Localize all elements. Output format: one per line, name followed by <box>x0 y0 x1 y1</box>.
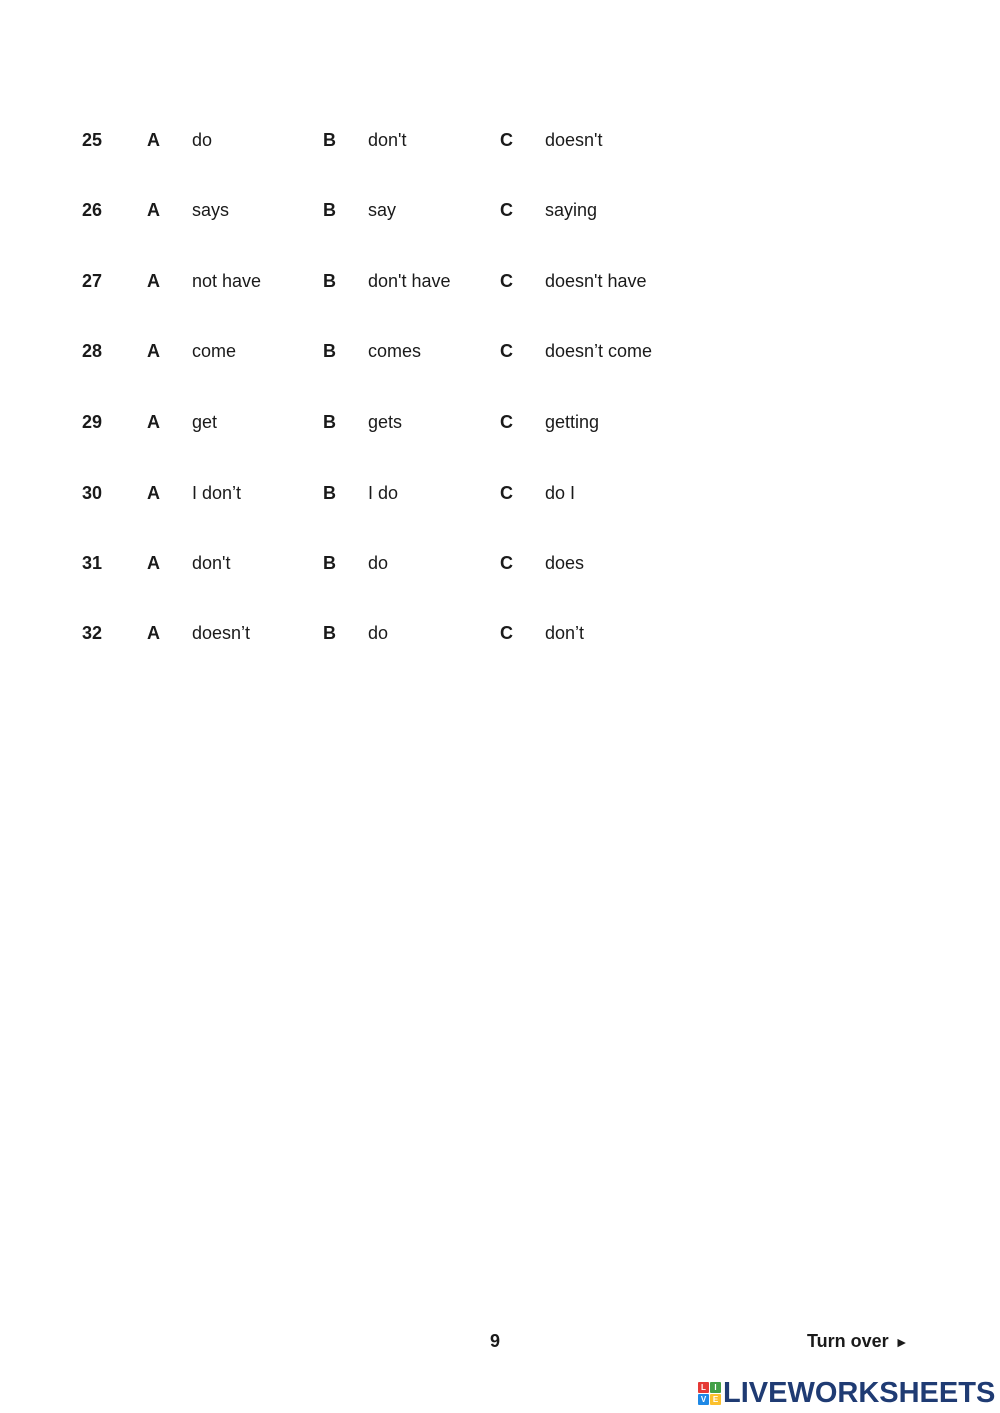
question-row <box>0 125 1000 155</box>
question-row <box>0 336 1000 366</box>
option-text-a[interactable]: I don’t <box>192 483 242 503</box>
logo-letter: I <box>710 1382 721 1393</box>
option-text-a[interactable]: don't <box>192 553 231 573</box>
option-letter-a: A <box>147 130 160 150</box>
option-text-a[interactable]: says <box>192 200 230 220</box>
question-row <box>0 478 1000 508</box>
turn-over-text: Turn over <box>807 1331 889 1351</box>
option-text-c[interactable]: saying <box>545 200 598 220</box>
logo-letter: L <box>698 1382 709 1393</box>
option-text-b[interactable]: do <box>368 623 389 643</box>
question-number: 32 <box>82 623 103 643</box>
option-text-a[interactable]: come <box>192 341 237 361</box>
option-letter-c: C <box>500 623 513 643</box>
option-letter-c: C <box>500 341 513 361</box>
option-letter-b: B <box>323 483 336 503</box>
question-number: 28 <box>82 341 103 361</box>
brand-name: LIVEWORKSHEETS <box>723 1377 996 1409</box>
option-letter-a: A <box>147 623 160 643</box>
option-letter-c: C <box>500 412 513 432</box>
option-text-c[interactable]: doesn’t come <box>545 341 653 361</box>
option-letter-b: B <box>323 412 336 432</box>
option-text-b[interactable]: don't have <box>368 271 451 291</box>
option-text-a[interactable]: get <box>192 412 218 432</box>
option-letter-a: A <box>147 200 160 220</box>
option-letter-b: B <box>323 130 336 150</box>
option-text-c[interactable]: don’t <box>545 623 585 643</box>
question-number: 29 <box>82 412 103 432</box>
option-text-b[interactable]: don't <box>368 130 407 150</box>
option-text-b[interactable]: comes <box>368 341 422 361</box>
question-row <box>0 407 1000 437</box>
option-letter-c: C <box>500 271 513 291</box>
option-letter-b: B <box>323 623 336 643</box>
option-text-c[interactable]: doesn't <box>545 130 603 150</box>
question-number: 30 <box>82 483 103 503</box>
question-number: 31 <box>82 553 103 573</box>
logo-letter: V <box>698 1394 709 1405</box>
question-row <box>0 618 1000 648</box>
option-letter-c: C <box>500 553 513 573</box>
liveworksheets-logo-icon <box>698 1382 721 1405</box>
question-number: 26 <box>82 200 103 220</box>
question-number: 25 <box>82 130 103 150</box>
option-text-a[interactable]: doesn’t <box>192 623 251 643</box>
option-text-c[interactable]: does <box>545 553 585 573</box>
option-text-b[interactable]: I do <box>368 483 399 503</box>
liveworksheets-watermark <box>698 1376 995 1410</box>
question-row <box>0 195 1000 225</box>
option-text-b[interactable]: say <box>368 200 397 220</box>
option-letter-a: A <box>147 341 160 361</box>
option-letter-c: C <box>500 200 513 220</box>
option-letter-a: A <box>147 553 160 573</box>
option-letter-c: C <box>500 483 513 503</box>
option-text-c[interactable]: getting <box>545 412 600 432</box>
option-letter-b: B <box>323 553 336 573</box>
option-letter-a: A <box>147 483 160 503</box>
question-number: 27 <box>82 271 103 291</box>
option-text-c[interactable]: doesn't have <box>545 271 647 291</box>
arrow-right-icon: ► <box>894 1334 909 1350</box>
option-letter-c: C <box>500 130 513 150</box>
option-text-c[interactable]: do I <box>545 483 576 503</box>
logo-letter: E <box>710 1394 721 1405</box>
option-text-a[interactable]: not have <box>192 271 262 291</box>
page-number: 9 <box>490 1331 501 1351</box>
option-letter-b: B <box>323 200 336 220</box>
option-letter-a: A <box>147 412 160 432</box>
question-row <box>0 266 1000 296</box>
option-letter-a: A <box>147 271 160 291</box>
option-letter-b: B <box>323 341 336 361</box>
option-letter-b: B <box>323 271 336 291</box>
question-row <box>0 548 1000 578</box>
option-text-b[interactable]: do <box>368 553 389 573</box>
option-text-a[interactable]: do <box>192 130 213 150</box>
option-text-b[interactable]: gets <box>368 412 403 432</box>
turn-over-label <box>807 1328 909 1355</box>
